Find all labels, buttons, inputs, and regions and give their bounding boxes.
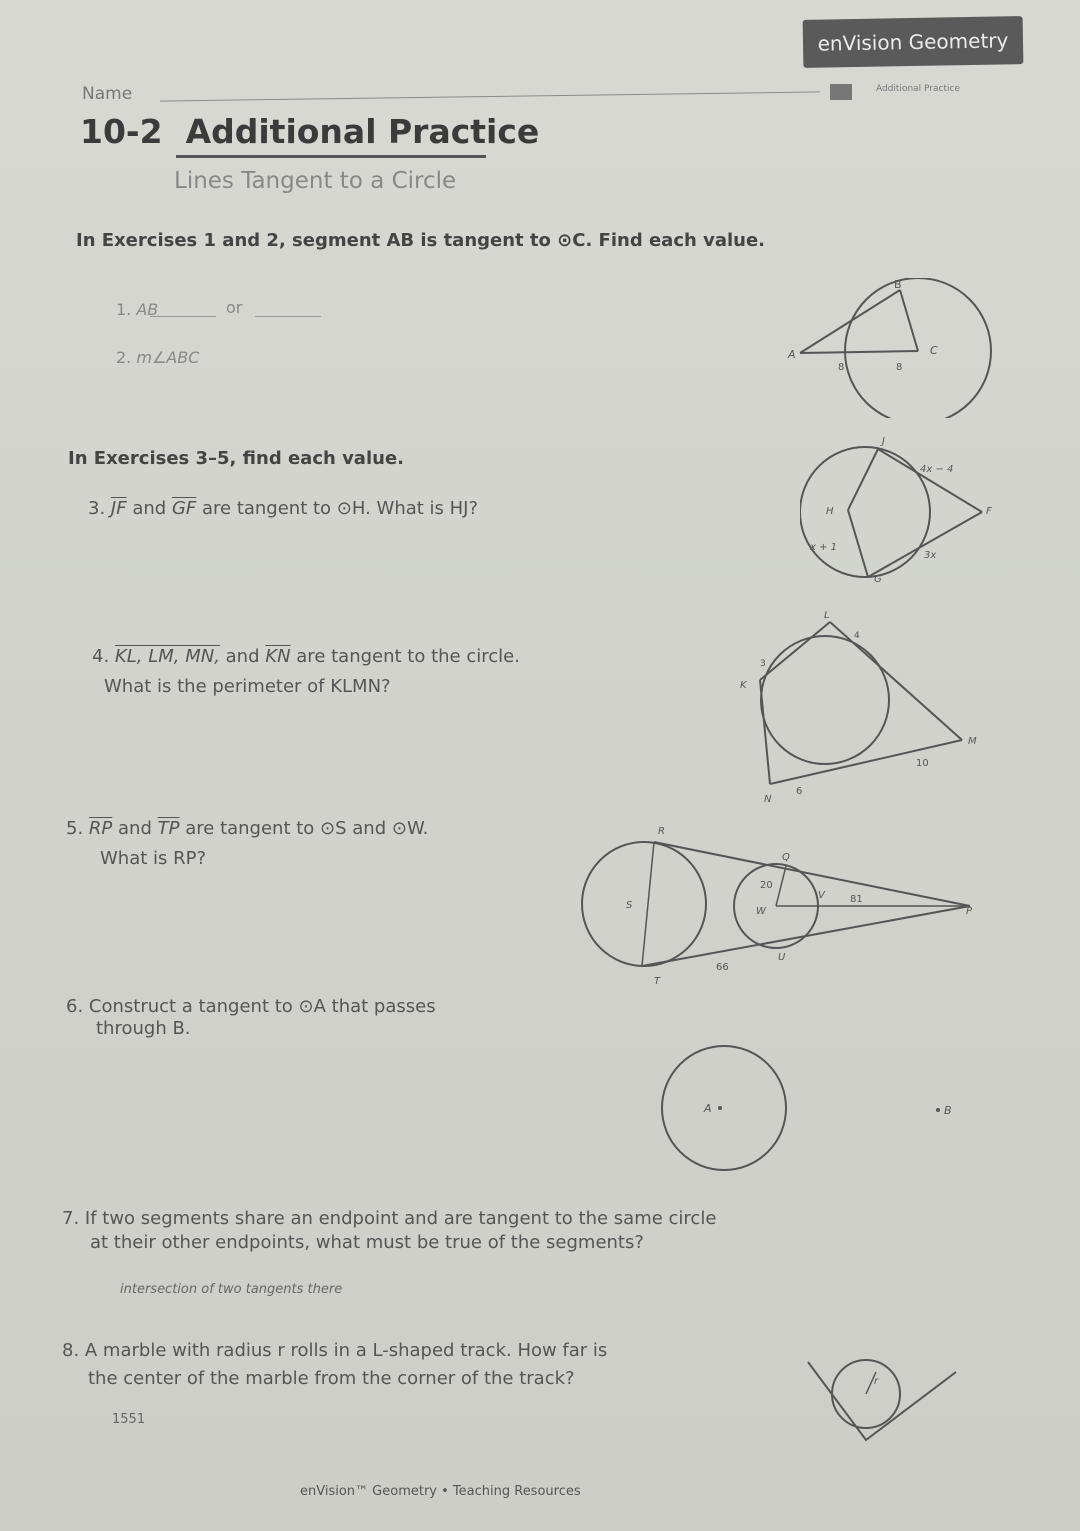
exercise-1-blank-a [150, 316, 216, 317]
exercise-6-line1: 6. Construct a tangent to ⊙A that passes [66, 996, 436, 1017]
label-a: A [788, 348, 796, 361]
radius-hg [848, 510, 868, 577]
label-c: C [930, 344, 938, 357]
exercise-8-answer: 1551 [112, 1412, 146, 1427]
exercise-5-num: 5. [66, 818, 84, 839]
point-b [936, 1108, 940, 1112]
figure-ex5 [580, 814, 1000, 989]
exercise-8-line1: 8. A marble with radius r rolls in a L-shaped track. How far is [62, 1340, 608, 1361]
exercise-4-rest: are tangent to the circle. [296, 646, 520, 667]
figure-ex4 [730, 608, 1000, 808]
label-len-66: 66 [716, 962, 729, 973]
label-m: M [968, 736, 977, 747]
label-len-81: 81 [850, 894, 863, 905]
label-r-ex8: r [874, 1376, 879, 1387]
segment-bc [900, 290, 918, 351]
circle-a [662, 1046, 786, 1170]
circle-ex4 [761, 636, 889, 764]
circle-h [800, 447, 930, 577]
label-len-6: 6 [796, 786, 803, 797]
label-t: T [654, 976, 661, 987]
label-l: L [824, 610, 830, 621]
label-p: P [966, 906, 973, 917]
exercise-4 [92, 646, 520, 667]
label-f: F [986, 506, 992, 517]
figure-ex1 [780, 278, 1000, 418]
instruction-1: In Exercises 1 and 2, segment AB is tangent to ⊙C. Find each value. [76, 230, 765, 251]
segment-tp: $\overline{TP}$ [157, 818, 180, 839]
segment-jf: $\overline{JF}$ [110, 498, 127, 519]
page-footer: enVision™ Geometry • Teaching Resources [300, 1484, 581, 1499]
point-a [718, 1106, 722, 1110]
label-len-4: 4 [854, 631, 860, 641]
segment-lm [830, 622, 962, 740]
exercise-3 [88, 498, 478, 519]
label-right-length: 8 [896, 362, 903, 373]
exercise-5 [66, 818, 428, 839]
label-4x-minus-4: 4x − 4 [920, 464, 954, 475]
tangent-tp [642, 906, 970, 966]
badge-caption: Additional Practice [876, 84, 960, 94]
segment-nm [770, 740, 962, 784]
segment-ac [800, 351, 918, 353]
label-b-ex6: B [944, 1104, 952, 1117]
label-u: U [778, 952, 786, 963]
label-s: S [626, 900, 633, 911]
chord-rt [642, 842, 654, 966]
exercise-5-line2: What is RP? [100, 848, 207, 869]
label-left-length: 8 [838, 362, 845, 373]
exercise-4-num: 4. [92, 646, 110, 667]
title-heading: Additional Practice [185, 112, 540, 151]
figure-ex3 [800, 432, 1000, 592]
exercise-3-num: 3. [88, 498, 106, 519]
exercise-6-line2: through B. [96, 1018, 191, 1039]
segment-kn: $\overline{KN}$ [265, 646, 291, 667]
exercise-4-line2: What is the perimeter of KLMN? [104, 676, 391, 697]
lesson-number: 10-2 [80, 112, 163, 151]
label-w: W [756, 906, 766, 917]
label-len-3: 3 [760, 659, 766, 669]
lesson-badge [830, 84, 852, 100]
label-r: R [658, 826, 665, 837]
exercise-4-and: and [225, 646, 260, 667]
figure-ex8 [800, 1350, 970, 1460]
l-shaped-track [808, 1362, 956, 1440]
tangent-rp [654, 842, 970, 906]
exercise-3-and: and [132, 498, 167, 519]
page-title [80, 112, 539, 151]
exercise-1-blank-b [255, 316, 321, 317]
label-len-20: 20 [760, 880, 773, 891]
label-h: H [826, 506, 834, 517]
label-n: N [764, 794, 772, 805]
segment-lk [760, 622, 830, 680]
label-q: Q [782, 852, 790, 863]
segment-ab [800, 290, 900, 353]
label-k: K [740, 680, 747, 691]
exercise-3-rest: are tangent to ⊙H. What is HJ? [201, 498, 479, 519]
exercise-7-answer: intersection of two tangents there [120, 1282, 343, 1297]
name-line [160, 91, 820, 101]
exercise-1-num: 1. [116, 300, 132, 319]
label-g: G [874, 574, 882, 585]
exercise-2-num: 2. [116, 348, 132, 367]
segments-kl-lm-mn: KL, LM, MN, [114, 646, 220, 667]
label-a-ex6: A [704, 1102, 712, 1115]
exercise-2-label: m∠ABC [136, 348, 200, 367]
label-x-plus-1: x + 1 [810, 542, 838, 553]
exercise-7-line2: at their other endpoints, what must be true of the segments? [90, 1232, 644, 1253]
segment-rp: $\overline{RP}$ [88, 818, 113, 839]
label-len-10: 10 [916, 758, 929, 769]
instruction-2: In Exercises 3–5, find each value. [68, 448, 404, 469]
label-j: J [882, 436, 885, 447]
exercise-1-or: or [226, 298, 243, 317]
exercise-5-and: and [118, 818, 152, 839]
title-rule [176, 155, 486, 158]
label-v: V [818, 890, 825, 901]
brand-banner: enVision Geometry [803, 16, 1024, 68]
radius-hj [848, 449, 878, 510]
label-3x: 3x [924, 550, 937, 561]
exercise-8-line2: the center of the marble from the corner of the track? [88, 1368, 575, 1389]
radius-wq [776, 866, 786, 906]
segment-gf: $\overline{GF}$ [171, 498, 197, 519]
page-subtitle: Lines Tangent to a Circle [174, 168, 457, 194]
figure-ex6 [660, 1044, 980, 1174]
name-label: Name [82, 84, 133, 104]
segment-gf-fig [868, 512, 982, 577]
exercise-1-label: AB [136, 300, 159, 319]
exercise-2 [116, 348, 199, 367]
label-b: B [894, 278, 902, 291]
exercise-7-line1: 7. If two segments share an endpoint and are tangent to the same circle [62, 1208, 717, 1229]
exercise-5-rest: are tangent to ⊙S and ⊙W. [185, 818, 429, 839]
